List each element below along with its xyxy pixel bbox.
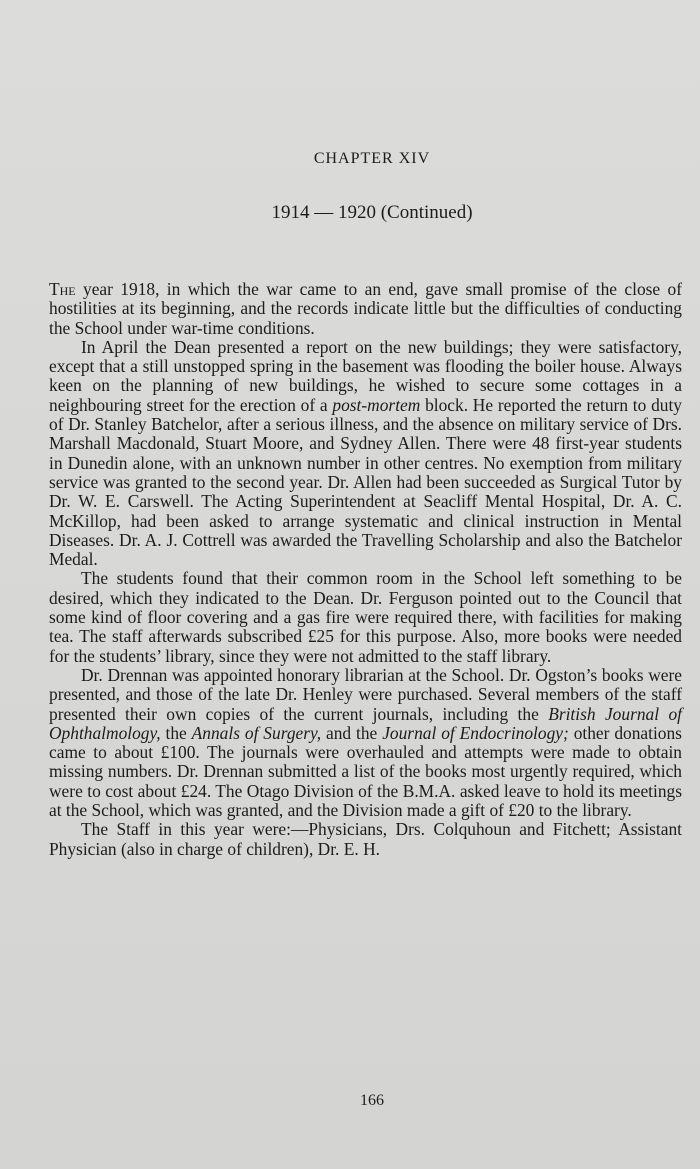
text-run: and the [321,722,383,743]
text-run: Dr. Drennan was appointed honorary librarian at the School. Dr. Ogston’s books were presented, and those of the late Dr. Henley were purchased. Several members of the staff presented their own copies of the current journals, including the [49,664,682,724]
text-run: block. He reported the return to duty of Dr. Stanley Batchelor, after a serious illness, and the absence on military service of Drs. Marshall Macdonald, Stuart Moore, and Sydney Allen. There were 48 first-year students in Dunedin alone, with an unknown number in other centres. No exemption from military service was granted to the second year. Dr. Allen had been succeeded as Surgical Tutor by Dr. W. E. Carswell. The Acting Superintendent at Seacliff Mental Hospital, Dr. A. C. McKillop, had been asked to arrange systematic and clinical instruction in Mental Diseases. Dr. A. J. Cottrell was awarded the Travelling Scholarship and also the Batchelor Medal. [49,394,682,570]
italic-text: post-mortem [332,394,421,415]
paragraph [49,666,682,820]
chapter-subtitle: 1914 — 1920 (Continued) [271,202,473,223]
text-run: the [160,722,192,743]
body-text [49,280,682,859]
paragraph [49,280,682,338]
italic-text: Annals of Surgery, [191,722,322,743]
paragraph [49,569,682,665]
paragraph [49,338,682,570]
text-run: year 1918, in which the war came to an end, gave small promise of the close of hostilities at its beginning, and the records indicate little but the difficulties of conducting the School under war-time conditions. [49,279,682,338]
text-run: other donations came to about £100. The journals were overhauled and attempts were made to obtain missing numbers. Dr. Drennan submitted a list of the books most urgently required, which were to cost about £24. The Otago Division of the B.M.A. asked leave to hold its meetings at the School, which was granted, and the Division made a gift of £20 to the library. [49,722,682,821]
text-run: The students found that their common room in the School left something to be desired, which they indicated to the Dean. Dr. Ferguson pointed out to the Council that some kind of floor covering and a gas fire were required there, with facilities for making tea. The staff afterwards subscribed £25 for this purpose. Also, more books were needed for the students’ library, since they were not admitted to the staff library. [49,568,682,666]
italic-text: Journal of Endocrinology; [382,722,569,743]
paragraph [49,820,682,859]
paragraph-lead-word: The [49,279,76,299]
chapter-number: CHAPTER XIV [313,150,431,167]
text-run: The Staff in this year were:—Physicians, Drs. Colquhoun and Fitchett; Assistant Physician (also in charge of children), Dr. E. H. [49,819,682,859]
italic-text: British Journal of Ophthalmology, [49,703,682,743]
text-run: In April the Dean presented a report on the new buildings; they were satisfactory, except that a still unstopped spring in the basement was flooding the boiler house. Always keen on the planning of new buildings, he wished to secure some cottages in a neighbouring street for the erection of a [49,336,682,415]
page-number: 166 [360,1092,384,1109]
